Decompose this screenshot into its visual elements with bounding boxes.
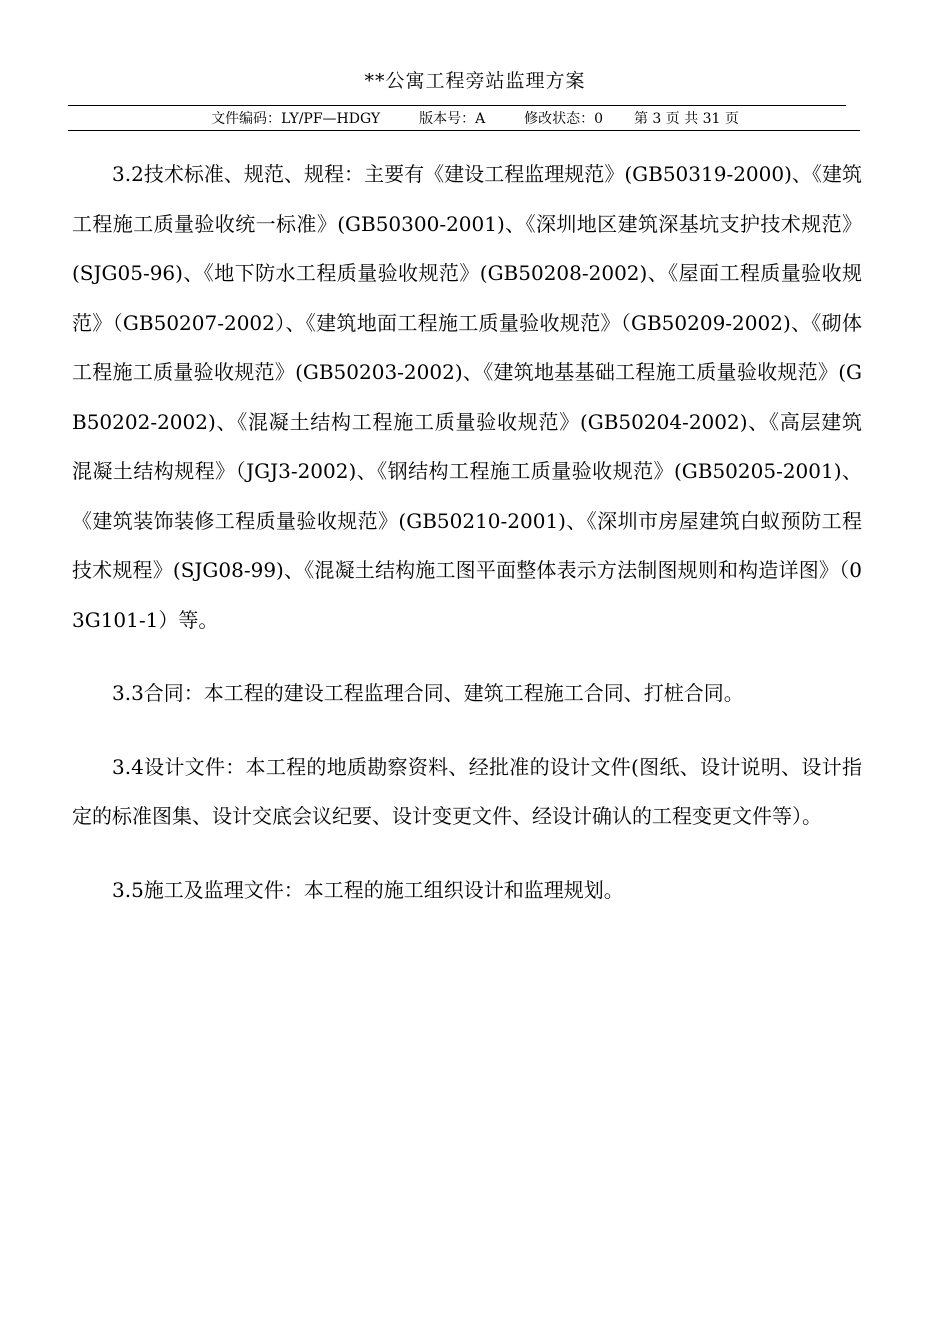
page-info: 第 3 页 共 31 页 (633, 111, 739, 127)
section-3-3-paragraph: 3.3合同：本工程的建设工程监理合同、建筑工程施工合同、打桩合同。 (112, 681, 744, 705)
document-body (72, 150, 862, 915)
version-label: 版本号： (419, 111, 476, 127)
header-bottom-rule (68, 130, 860, 131)
section-3-5-paragraph: 3.5施工及监理文件：本工程的施工组织设计和监理规划。 (112, 877, 624, 902)
file-code-label: 文件编码： (211, 111, 282, 127)
section-3-2-paragraph: 3.2技术标准、规范、规程：主要有《建设工程监理规范》(GB50319-2000)、《建筑工程施工质量验收统一标准》(GB50300-2001)、《深圳地区建筑深基坑支护技术规范》(SJG05-96)、《地下防水工程质量验收规范》(GB50208-2002)、《屋面工程质量验收规范》（GB50207-2002）、《建筑地面工程施工质量验收规范》（GB50209-2002)、《砌体工程施工质量验收规范》(GB50203-2002)、《建筑地基基础工程施工质量验收规范》(GB50202-2002)、《混凝土结构工程施工质量验收规范》(GB50204-2002)、《高层建筑混凝土结构规程》（JGJ3-2002)、《钢结构工程施工质量验收规范》(GB50205-2001)、《建筑装饰装修工程质量验收规范》(GB50210-2001)、《深圳市房屋建筑白蚁预防工程技术规程》(SJG08-99)、《混凝土结构施工图平面整体表示方法制图规则和构造详图》（03G101-1）等。 (72, 162, 862, 632)
file-code-value: LY/PF—HDGY (281, 111, 381, 127)
revision-label: 修改状态： (524, 111, 595, 127)
revision-value: 0 (594, 111, 604, 127)
section-3-4-paragraph: 3.4设计文件：本工程的地质勘察资料、经批准的设计文件(图纸、设计说明、设计指定的标准图集、设计交底会议纪要、设计变更文件、经设计确认的工程变更文件等）。 (72, 754, 862, 828)
document-meta-row (0, 110, 950, 128)
document-title: **公寓工程旁站监理方案 (364, 70, 586, 92)
header-top-rule (68, 105, 846, 106)
version-value: A (475, 111, 486, 127)
